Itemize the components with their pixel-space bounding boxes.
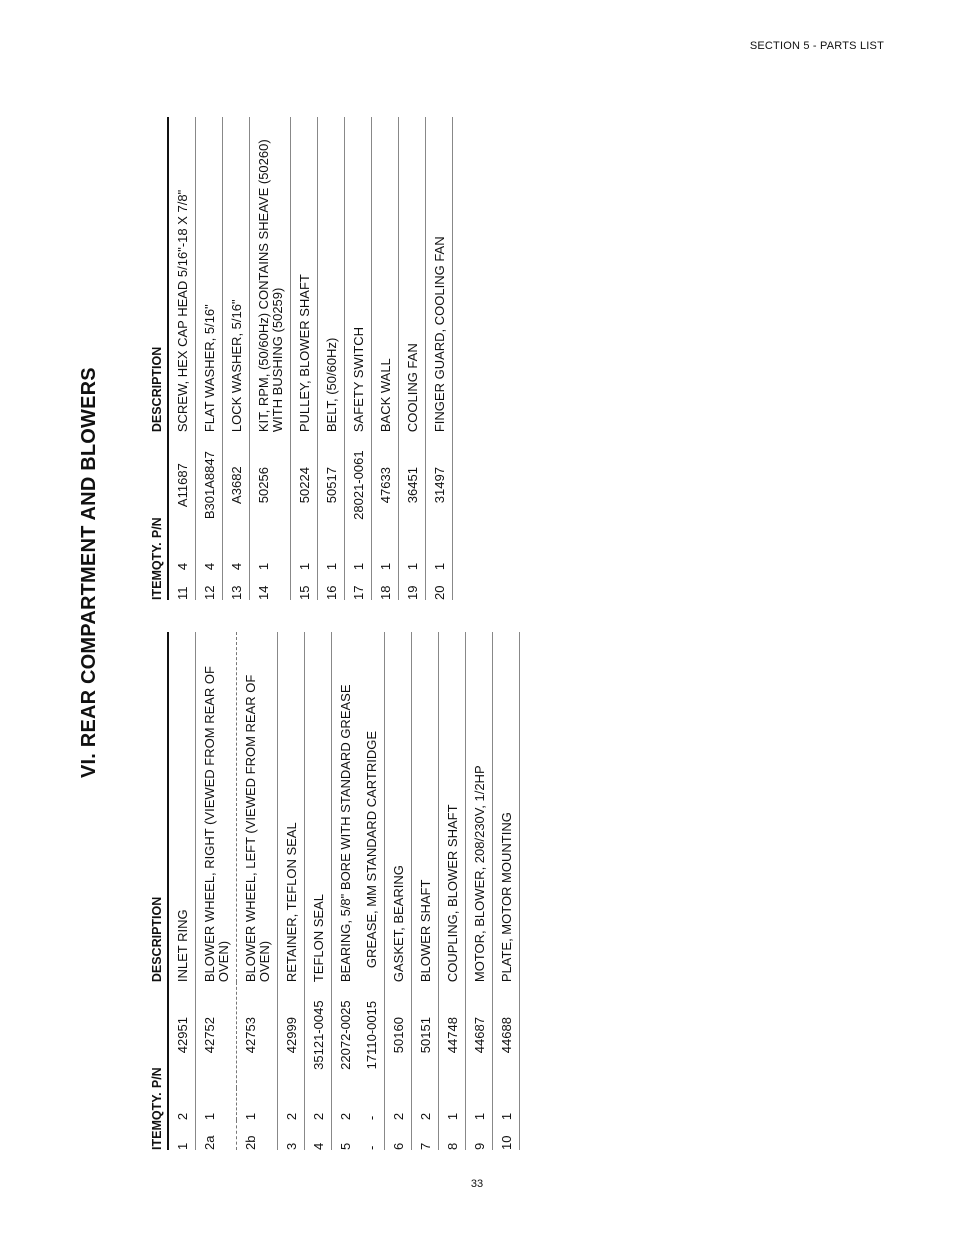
pn-cell: B301A8847 — [196, 432, 223, 538]
col-description-header: DESCRIPTION — [148, 632, 168, 982]
pn-cell: 50517 — [318, 432, 345, 538]
qty-cell: 2 — [278, 1088, 305, 1120]
pn-cell: A3682 — [223, 432, 250, 538]
pn-cell: 44748 — [439, 982, 466, 1088]
description-cell: BACK WALL — [372, 117, 399, 432]
description-cell: SCREW, HEX CAP HEAD 5/16"-18 X 7/8" — [168, 117, 196, 432]
description-cell: FLAT WASHER, 5/16" — [196, 117, 223, 432]
item-cell: 19 — [399, 570, 426, 600]
description-cell: BLOWER WHEEL, RIGHT (VIEWED FROM REAR OF OVEN) — [196, 632, 237, 982]
table-row — [372, 117, 399, 600]
table-row — [223, 117, 250, 600]
table-row — [439, 632, 466, 1150]
pn-cell: 50160 — [385, 982, 412, 1088]
col-pn-header: P/N — [148, 982, 168, 1088]
item-cell: 2b — [237, 1120, 278, 1150]
pn-cell: 42752 — [196, 982, 237, 1088]
col-pn-header: P/N — [148, 432, 168, 538]
table-row — [412, 632, 439, 1150]
item-cell: 6 — [385, 1120, 412, 1150]
item-cell: 16 — [318, 570, 345, 600]
item-cell: 17 — [345, 570, 372, 600]
pn-cell: 42753 — [237, 982, 278, 1088]
table-row — [426, 117, 453, 600]
item-cell: 3 — [278, 1120, 305, 1150]
table-row — [385, 632, 412, 1150]
description-cell: RETAINER, TEFLON SEAL — [278, 632, 305, 982]
qty-cell: 1 — [426, 538, 453, 570]
qty-cell: 1 — [466, 1088, 493, 1120]
page-title: VI. REAR COMPARTMENT AND BLOWERS — [78, 367, 100, 778]
table-row — [278, 632, 305, 1150]
pn-cell: 35121-0045 — [305, 982, 332, 1088]
qty-cell: 1 — [372, 538, 399, 570]
qty-cell: - — [358, 1088, 385, 1120]
description-cell: GASKET, BEARING — [385, 632, 412, 982]
pn-cell: 17110-0015 — [358, 982, 385, 1088]
table-row — [399, 117, 426, 600]
col-item-header: ITEM — [148, 1120, 168, 1150]
pn-cell: 36451 — [399, 432, 426, 538]
description-cell: PULLEY, BLOWER SHAFT — [291, 117, 318, 432]
pn-cell: 42999 — [278, 982, 305, 1088]
pn-cell: 50224 — [291, 432, 318, 538]
description-cell: LOCK WASHER, 5/16" — [223, 117, 250, 432]
qty-cell: 2 — [412, 1088, 439, 1120]
item-cell: 15 — [291, 570, 318, 600]
pn-cell: A11687 — [168, 432, 196, 538]
description-subitem: GREASE, MM STANDARD CARTRIDGE — [364, 730, 379, 969]
qty-cell: 1 — [291, 538, 318, 570]
pn-cell: 50151 — [412, 982, 439, 1088]
item-cell: 9 — [466, 1120, 493, 1150]
item-cell: 4 — [305, 1120, 332, 1150]
item-cell: 8 — [439, 1120, 466, 1150]
item-cell: 5 — [338, 1142, 353, 1150]
qty-cell: 2 — [168, 1088, 196, 1120]
table-row — [332, 632, 359, 1150]
table-row — [345, 117, 372, 600]
item-cell: 2a — [196, 1120, 237, 1150]
item-cell: 14 — [250, 570, 291, 600]
description-cell: BEARING, 5/8" BORE WITH STANDARD GREASE — [338, 684, 353, 983]
qty-cell: 1 — [493, 1088, 520, 1120]
page-number: 33 — [470, 1178, 484, 1190]
description-cell: KIT, RPM, (50/60Hz) CONTAINS SHEAVE (50260) WITH BUSHING (50259) — [250, 117, 291, 432]
col-qty-header: QTY. — [148, 538, 168, 570]
parts-table-left — [148, 632, 520, 1150]
qty-cell: 2 — [385, 1088, 412, 1120]
description-cell: COUPLING, BLOWER SHAFT — [439, 632, 466, 982]
section-header: SECTION 5 - PARTS LIST — [749, 40, 884, 52]
description-cell: TEFLON SEAL — [305, 632, 332, 982]
pn-cell: 31497 — [426, 432, 453, 538]
table-row — [291, 117, 318, 600]
item-cell: 20 — [426, 570, 453, 600]
pn-cell: 44687 — [466, 982, 493, 1088]
description-cell: INLET RING — [168, 632, 196, 982]
item-cell: 7 — [412, 1120, 439, 1150]
qty-cell: 1 — [399, 538, 426, 570]
description-cell — [358, 632, 385, 982]
description-cell: PLATE, MOTOR MOUNTING — [493, 632, 520, 982]
pn-cell: 28021-0061 — [345, 432, 372, 538]
item-cell: 1 — [168, 1120, 196, 1150]
qty-cell: 1 — [345, 538, 372, 570]
description-cell: FINGER GUARD, COOLING FAN — [426, 117, 453, 432]
table-row — [237, 632, 278, 1150]
qty-cell: 1 — [237, 1088, 278, 1120]
item-cell: - — [358, 1120, 385, 1150]
item-cell: 10 — [493, 1120, 520, 1150]
item-cell: 18 — [372, 570, 399, 600]
col-description-header: DESCRIPTION — [148, 117, 168, 432]
qty-cell: 1 — [318, 538, 345, 570]
qty-cell: 4 — [196, 538, 223, 570]
description-cell: SAFETY SWITCH — [345, 117, 372, 432]
qty-cell: 1 — [439, 1088, 466, 1120]
qty-cell: 4 — [223, 538, 250, 570]
pn-cell: 44688 — [493, 982, 520, 1088]
item-cell: 11 — [168, 570, 196, 600]
table-row — [358, 632, 385, 1150]
table-row — [196, 117, 223, 600]
item-cell: 13 — [223, 570, 250, 600]
qty-cell: 1 — [196, 1088, 237, 1120]
qty-cell: 1 — [250, 538, 291, 570]
table-row — [466, 632, 493, 1150]
description-cell: BELT, (50/60Hz) — [318, 117, 345, 432]
table-row — [168, 632, 196, 1150]
parts-table-right — [148, 117, 453, 600]
table-row — [250, 117, 291, 600]
pn-cell: 22072-0025 — [338, 1000, 353, 1070]
table-row — [318, 117, 345, 600]
qty-cell: 2 — [338, 1112, 353, 1121]
description-cell: COOLING FAN — [399, 117, 426, 432]
table-row — [196, 632, 237, 1150]
pn-cell: 42951 — [168, 982, 196, 1088]
qty-cell: 4 — [168, 538, 196, 570]
table-row — [168, 117, 196, 600]
table-row — [305, 632, 332, 1150]
item-cell: 12 — [196, 570, 223, 600]
col-item-header: ITEM — [148, 570, 168, 600]
qty-cell: 2 — [305, 1088, 332, 1120]
description-cell: BLOWER WHEEL, LEFT (VIEWED FROM REAR OF OVEN) — [237, 632, 278, 982]
col-qty-header: QTY. — [148, 1088, 168, 1120]
table-row — [493, 632, 520, 1150]
description-cell: BLOWER SHAFT — [412, 632, 439, 982]
pn-cell: 50256 — [250, 432, 291, 538]
description-cell: MOTOR, BLOWER, 208/230V, 1/2HP — [466, 632, 493, 982]
pn-cell: 47633 — [372, 432, 399, 538]
